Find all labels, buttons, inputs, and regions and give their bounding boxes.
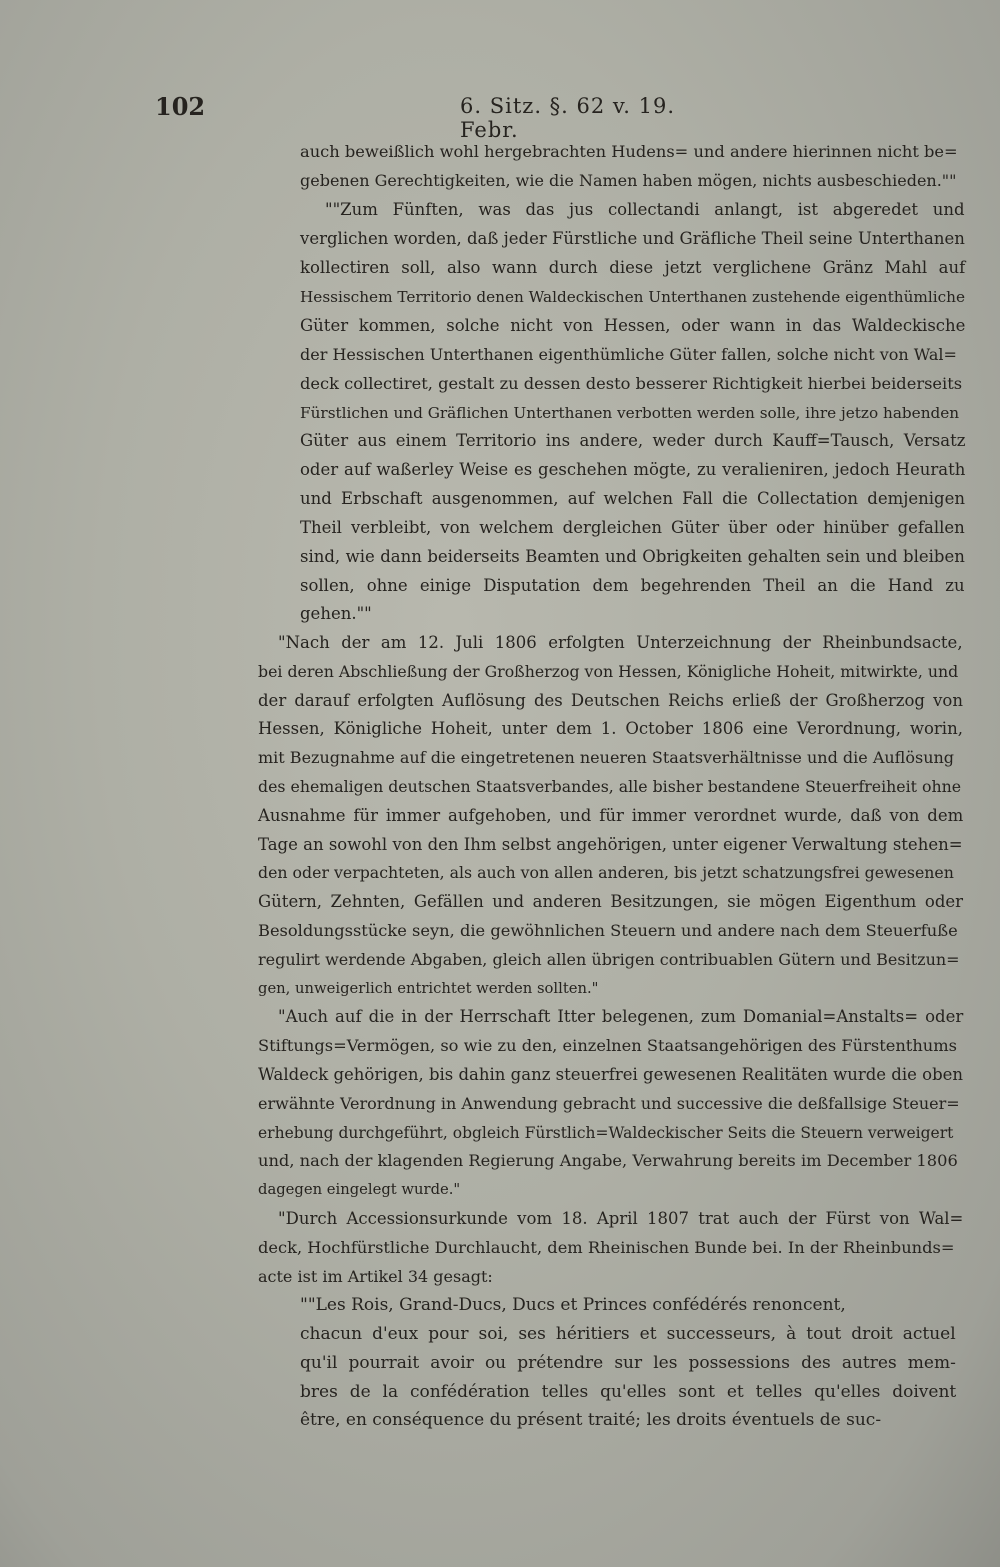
text-line: auch beweißlich wohl hergebrachten Hudens= und andere hierinnen nicht be= [300, 142, 958, 161]
running-title: 6. Sitz. §. 62 v. 19. Febr. [460, 94, 676, 142]
text-line: kollectiren soll, also wann durch diese jetzt verglichene Gränz Mahl auf [300, 258, 966, 277]
text-line: regulirt werdende Abgaben, gleich allen übrigen contribuablen Gütern und Besitzun= [258, 950, 960, 969]
text-line: gehen."" [300, 604, 372, 623]
text-line: "Auch auf die in der Herrschaft Itter belegenen, zum Domanial=Anstalts= oder [278, 1007, 964, 1026]
text-line: Gütern, Zehnten, Gefällen und anderen Besitzungen, sie mögen Eigenthum oder [258, 892, 964, 911]
text-line: deck, Hochfürstliche Durchlaucht, dem Rheinischen Bunde bei. In der Rheinbunds= [258, 1238, 955, 1257]
text-line: den oder verpachteten, als auch von allen anderen, bis jetzt schatzungsfrei gewesenen [258, 863, 954, 882]
page-number: 102 [155, 92, 206, 121]
text-line: und Erbschaft ausgenommen, auf welchen Fall die Collectation demjenigen [300, 489, 966, 508]
text-line: Hessen, Königliche Hoheit, unter dem 1. October 1806 eine Verordnung, worin, [258, 719, 963, 738]
text-line: deck collectiret, gestalt zu dessen desto besserer Richtigkeit hierbei beiderseits [300, 374, 963, 393]
text-line: ""Les Rois, Grand-Ducs, Ducs et Princes confédérés renoncent, [300, 1295, 846, 1315]
text-line: verglichen worden, daß jeder Fürstliche und Gräfliche Theil seine Unterthanen [300, 229, 965, 248]
running-head [155, 92, 735, 142]
text-line: erwähnte Verordnung in Anwendung gebracht und successive die deßfallsige Steuer= [258, 1094, 960, 1113]
text-line: der Hessischen Unterthanen eigenthümliche Güter fallen, solche nicht von Wal= [300, 345, 957, 364]
text-line: Güter aus einem Territorio ins andere, weder durch Kauff=Tausch, Versatz [300, 431, 966, 450]
text-line: Tage an sowohl von den Ihm selbst angehörigen, unter eigener Verwaltung stehen= [258, 835, 963, 854]
text-line: ""Zum Fünften, was das jus collectandi anlangt, ist abgeredet und [325, 200, 965, 219]
text-line: être, en conséquence du présent traité; les droits éventuels de suc- [300, 1410, 882, 1430]
text-line: sind, wie dann beiderseits Beamten und Obrigkeiten gehalten sein und bleiben [300, 547, 965, 566]
text-line: gen, unweigerlich entrichtet werden sollten." [258, 980, 599, 997]
text-line: Fürstlichen und Gräflichen Unterthanen verbotten werden solle, ihre jetzo habenden [300, 404, 960, 422]
text-line: acte ist im Artikel 34 gesagt: [258, 1267, 493, 1286]
text-line: dagegen eingelegt wurde." [258, 1181, 461, 1198]
text-line: erhebung durchgeführt, obgleich Fürstlich=Waldeckischer Seits die Steuern verweigert [258, 1124, 954, 1142]
text-line: des ehemaligen deutschen Staatsverbandes, alle bisher bestandene Steuerfreiheit ohne [258, 777, 962, 796]
text-line: der darauf erfolgten Auflösung des Deutschen Reichs erließ der Großherzog von [258, 691, 963, 710]
text-line: sollen, ohne einige Disputation dem begehrenden Theil an die Hand zu [300, 576, 965, 595]
text-line: "Durch Accessionsurkunde vom 18. April 1807 trat auch der Fürst von Wal= [278, 1209, 964, 1228]
text-line: Besoldungsstücke seyn, die gewöhnlichen Steuern und andere nach dem Steuerfuße [258, 921, 958, 940]
text-line: und, nach der klagenden Regierung Angabe, Verwahrung bereits im December 1806 [258, 1151, 958, 1170]
text-line: mit Bezugnahme auf die eingetretenen neueren Staatsverhältnisse und die Auflösung [258, 748, 955, 767]
text-line: Waldeck gehörigen, bis dahin ganz steuerfrei gewesenen Realitäten wurde die oben [258, 1065, 964, 1084]
text-line: gebenen Gerechtigkeiten, wie die Namen haben mögen, nichts ausbeschieden."" [300, 171, 957, 190]
text-line: Güter kommen, solche nicht von Hessen, oder wann in das Waldeckische [300, 316, 966, 335]
text-line: oder auf waßerley Weise es geschehen mögte, zu veralieniren, jedoch Heurath [300, 460, 966, 479]
text-line: Stiftungs=Vermögen, so wie zu den, einzelnen Staatsangehörigen des Fürstenthums [258, 1036, 958, 1055]
text-line: qu'il pourrait avoir ou prétendre sur les possessions des autres mem- [300, 1353, 956, 1373]
text-line: bres de la confédération telles qu'elles sont et telles qu'elles doivent [300, 1382, 957, 1402]
text-line: bei deren Abschließung der Großherzog von Hessen, Königliche Hoheit, mitwirkte, und [258, 662, 959, 681]
text-line: Theil verbleibt, von welchem dergleichen Güter über oder hinüber gefallen [300, 518, 965, 537]
text-line: Hessischem Territorio denen Waldeckischen Unterthanen zustehende eigenthümliche [300, 288, 965, 306]
text-line: "Nach der am 12. Juli 1806 erfolgten Unterzeichnung der Rheinbundsacte, [278, 633, 963, 652]
text-line: chacun d'eux pour soi, ses héritiers et successeurs, à tout droit actuel [300, 1324, 956, 1344]
text-line: Ausnahme für immer aufgehoben, und für immer verordnet wurde, daß von dem [258, 806, 964, 825]
